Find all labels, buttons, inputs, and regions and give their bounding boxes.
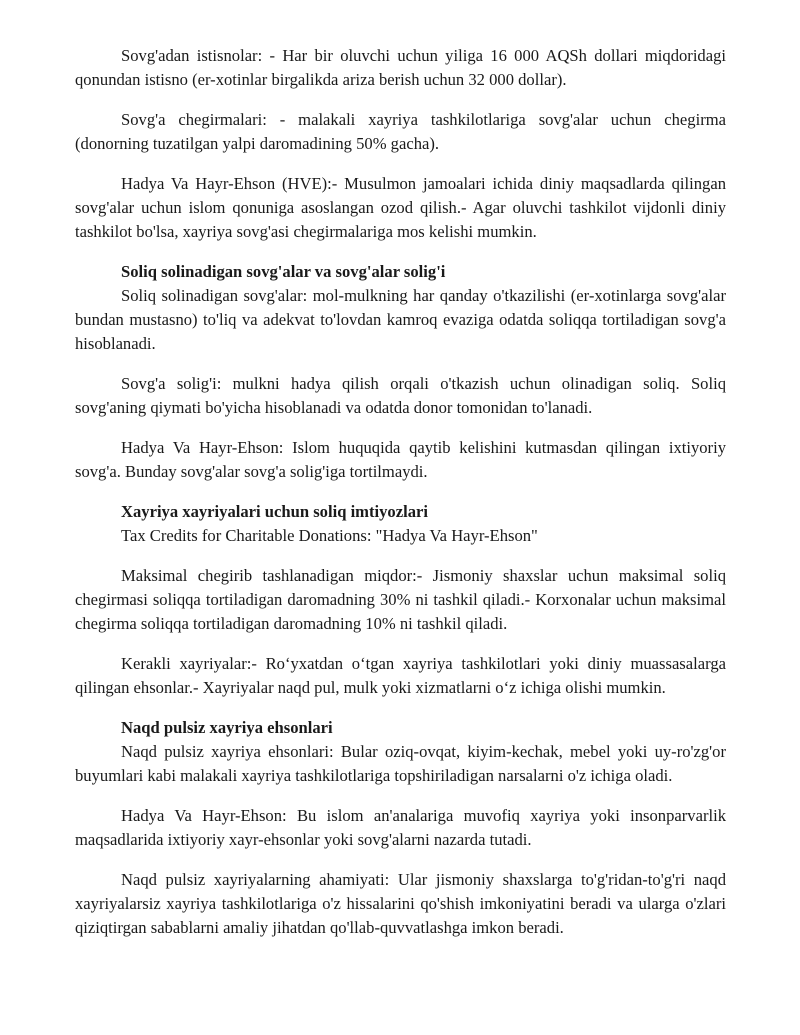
paragraph-gift-deductions: Sovg'a chegirmalari: - malakali xayriya tashkilotlariga sovg'alar uchun chegirma (donorning tuzatilgan yalpi daromadining 50% gacha). — [75, 110, 726, 153]
paragraph-hve-exemption: Hadya Va Hayr-Ehson (HVE):- Musulmon jamoalari ichida diniy maqsadlarda qilingan sovg'alar uchun islom qonuniga asoslangan ozod qilish.- Agar oluvchi tashkilot vijdonli diniy tashkilot bo'lsa, xayriya sovg'asi chegirmalariga mos kelishi mumkin. — [75, 174, 726, 241]
paragraph-noncash-importance: Naqd pulsiz xayriyalarning ahamiyati: Ular jismoniy shaxslarga to'g'ridan-to'g'ri naqd xayriyalarsiz xayriya tashkilotlariga o'z hissalarini qo'shish imkoniyatini beradi va ularga o'zlari qiziqtirgan sabablarni amaliy jihatdan qo'llab-quvvatlashga imkon beradi. — [75, 870, 726, 937]
paragraph-hadya-tradition: Hadya Va Hayr-Ehson: Bu islom an'analariga muvofiq xayriya yoki insonparvarlik maqsadlarida ixtiyoriy xayr-ehsonlar yoki sovg'alarni nazarda tutadi. — [75, 806, 726, 849]
subheading-tax-credits-english: Tax Credits for Charitable Donations: "Hadya Va Hayr-Ehson" — [121, 526, 538, 545]
paragraph-hadya-definition: Hadya Va Hayr-Ehson: Islom huquqida qaytib kelishini kutmasdan qilingan ixtiyoriy sovg'a. Bunday sovg'alar sovg'a solig'iga tortilmaydi. — [75, 438, 726, 481]
paragraph-gift-tax: Sovg'a solig'i: mulkni hadya qilish orqali o'tkazish uchun olinadigan soliq. Soliq sovg'aning qiymati bo'yicha hisoblanadi va odatda donor tomonidan to'lanadi. — [75, 374, 726, 417]
paragraph-max-deduction: Maksimal chegirib tashlanadigan miqdor:- Jismoniy shaxslar uchun maksimal soliq chegirmasi soliqqa tortiladigan daromadning 30% ni tashkil qiladi.- Korxonalar uchun maksimal chegirma soliqqa tortiladigan daromadning 10% ni tashkil qiladi. — [75, 566, 726, 633]
heading-taxable-gifts: Soliq solinadigan sovg'alar va sovg'alar solig'i — [121, 262, 446, 281]
paragraph-required-donations: Kerakli xayriyalar:- Ro‘yxatdan o‘tgan xayriya tashkilotlari yoki diniy muassasalarga qilingan ehsonlar.- Xayriyalar naqd pul, mulk yoki xizmatlarni o‘z ichiga olishi mumkin. — [75, 654, 726, 697]
paragraph-gift-exclusions: Sovg'adan istisnolar: - Har bir oluvchi uchun yiliga 16 000 AQSh dollari miqdoridagi qonundan istisno (er-xotinlar birgalikda ariza berish uchun 32 000 dollar). — [75, 46, 726, 89]
heading-tax-credits: Xayriya xayriyalari uchun soliq imtiyozlari — [121, 502, 428, 521]
paragraph-noncash-definition: Naqd pulsiz xayriya ehsonlari: Bular oziq-ovqat, kiyim-kechak, mebel yoki uy-ro'zg'or buyumlari kabi malakali xayriya tashkilotlariga topshiriladigan narsalarni o'z ichiga oladi. — [75, 742, 726, 785]
heading-noncash-donations: Naqd pulsiz xayriya ehsonlari — [121, 718, 333, 737]
paragraph-taxable-gifts: Soliq solinadigan sovg'alar: mol-mulkning har qanday o'tkazilishi (er-xotinlarga sovg'alar bundan mustasno) to'liq va adekvat to'lovdan kamroq evaziga odatda soliqqa tortiladigan sovg'a hisoblanadi. — [75, 286, 726, 353]
